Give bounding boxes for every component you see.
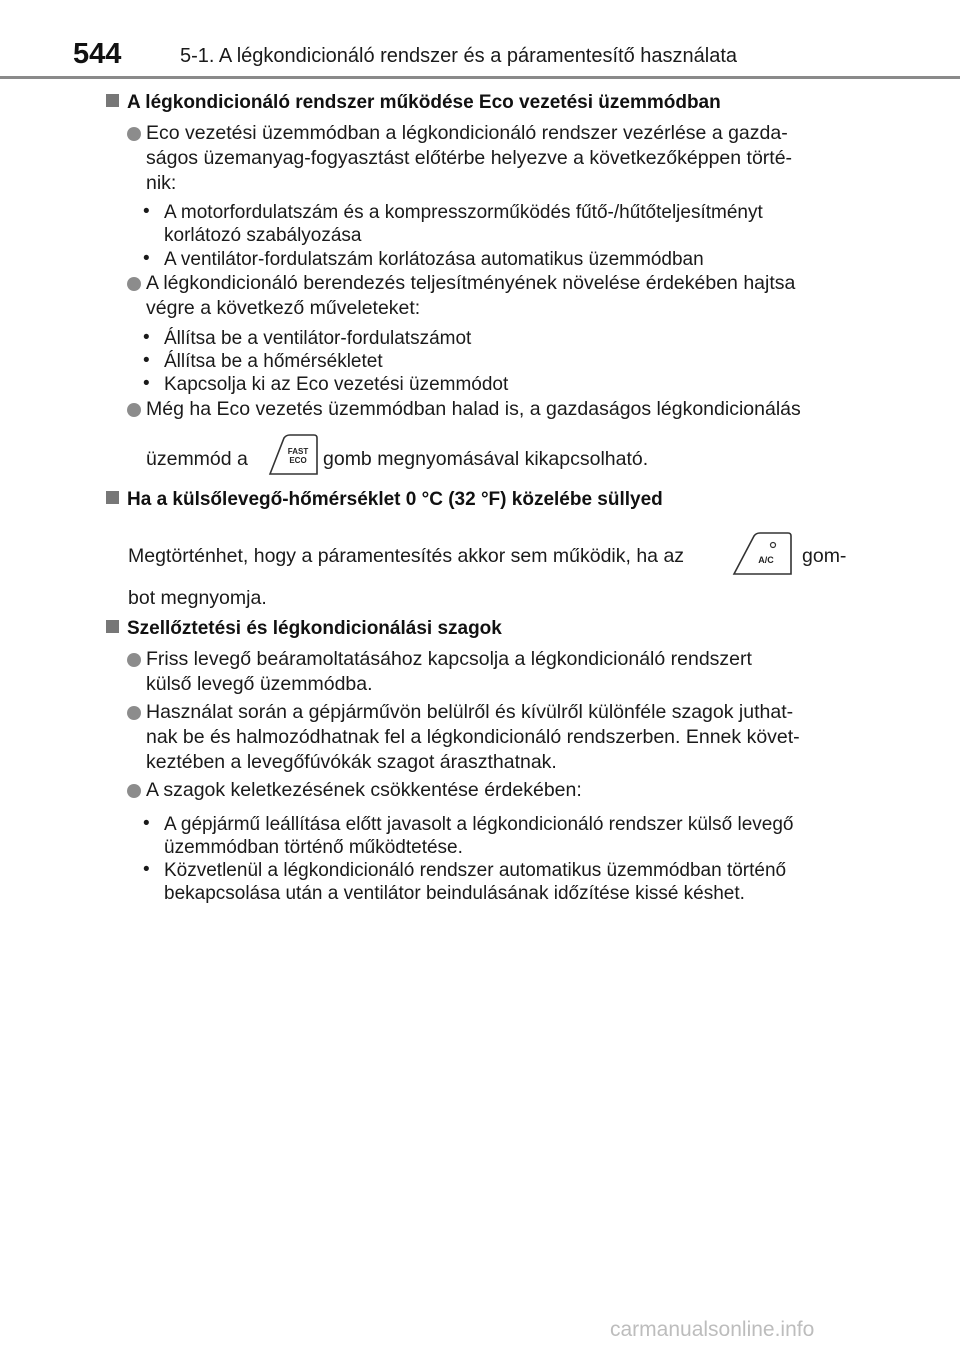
fast-eco-button-icon: [266, 434, 318, 476]
eco-sub5: Kapcsolja ki az Eco vezetési üzemmódot: [164, 374, 509, 395]
odor-item2-line2: nak be és halmozódhatnak fel a légkondicionáló rendszerben. Ennek követ-: [146, 726, 800, 748]
watermark: carmanualsonline.info: [610, 1318, 815, 1341]
cold-text-before: Megtörténhet, hogy a páramentesítés akkor sem működik, ha az: [128, 545, 685, 567]
cold-text-after: gom-: [802, 545, 847, 567]
circle-bullet-icon: [127, 127, 141, 141]
cold-text-line2: bot megnyomja.: [128, 587, 267, 609]
eco-sub2: A ventilátor-fordulatszám korlátozása automatikus üzemmódban: [164, 249, 704, 270]
odor-sub2-line1: Közvetlenül a légkondicionáló rendszer automatikus üzemmódban történő: [164, 860, 787, 881]
odor-item2-line1: Használat során a gépjárművön belülről és kívülről különféle szagok juthat-: [146, 701, 794, 723]
page-number: 544: [73, 38, 122, 70]
odor-item1-line2: külső levegő üzemmódba.: [146, 673, 373, 695]
list-bullet: •: [143, 201, 150, 222]
section-heading-eco-text: A légkondicionáló rendszer működése Eco vezetési üzemmódban: [127, 92, 721, 113]
eco-sub1-line2: korlátozó szabályozása: [164, 225, 362, 246]
odor-sub1-line2: üzemmódban történő működtetése.: [164, 837, 463, 858]
eco-sub1-line1: A motorfordulatszám és a kompresszorműködés fűtő-/hűtőteljesítményt: [164, 202, 763, 223]
fast-eco-label-bottom: ECO: [289, 456, 307, 465]
eco-item3-after: gomb megnyomásával kikapcsolható.: [323, 448, 649, 470]
eco-sub4: Állítsa be a hőmérsékletet: [164, 351, 383, 372]
list-bullet: •: [143, 350, 150, 371]
ac-button-icon: [730, 532, 792, 576]
circle-bullet-icon: [127, 784, 141, 798]
chapter-title: 5-1. A légkondicionáló rendszer és a páramentesítő használata: [180, 45, 738, 67]
odor-item2-line3: keztében a levegőfúvókák szagot áraszthatnak.: [146, 751, 557, 773]
ac-label: A/C: [758, 555, 774, 565]
odor-item1-line1: Friss levegő beáramoltatásához kapcsolja a légkondicionáló rendszert: [146, 648, 752, 670]
odor-sub1-line1: A gépjármű leállítása előtt javasolt a légkondicionáló rendszer külső levegő: [164, 814, 794, 835]
eco-sub3: Állítsa be a ventilátor-fordulatszámot: [164, 328, 472, 349]
circle-bullet-icon: [127, 653, 141, 667]
odor-item3: A szagok keletkezésének csökkentése érdekében:: [146, 779, 582, 801]
square-bullet-icon: [106, 94, 119, 107]
eco-item2-line1: A légkondicionáló berendezés teljesítményének növelése érdekében hajtsa: [146, 272, 796, 294]
eco-item3-before: üzemmód a: [146, 448, 248, 470]
list-bullet: •: [143, 248, 150, 269]
list-bullet: •: [143, 813, 150, 834]
circle-bullet-icon: [127, 403, 141, 417]
fast-eco-label-top: FAST: [287, 447, 309, 456]
header-divider: [0, 76, 960, 79]
square-bullet-icon: [106, 491, 119, 504]
square-bullet-icon: [106, 620, 119, 633]
circle-bullet-icon: [127, 706, 141, 720]
page-header: [0, 0, 960, 80]
list-bullet: •: [143, 373, 150, 394]
section-heading-odor-text: Szellőztetési és légkondicionálási szagok: [127, 618, 502, 639]
section-heading-odor: [106, 618, 502, 640]
eco-item2-line2: végre a következő műveleteket:: [146, 297, 421, 319]
list-bullet: •: [143, 327, 150, 348]
eco-item1-line1: Eco vezetési üzemmódban a légkondicionáló rendszer vezérlése a gazda-: [146, 122, 788, 144]
odor-sub2-line2: bekapcsolása után a ventilátor beindulásának időzítése kissé késhet.: [164, 883, 745, 904]
list-bullet: •: [143, 859, 150, 880]
section-heading-eco: [106, 92, 721, 114]
eco-item1-line3: nik:: [146, 172, 177, 194]
eco-item1-line2: ságos üzemanyag-fogyasztást előtérbe helyezve a következőképpen törté-: [146, 147, 793, 169]
eco-item3-line1: Még ha Eco vezetés üzemmódban halad is, a gazdaságos légkondicionálás: [146, 398, 801, 420]
section-heading-cold-text: Ha a külsőlevegő-hőmérséklet 0 °C (32 °F) közelébe süllyed: [127, 489, 663, 510]
circle-bullet-icon: [127, 277, 141, 291]
section-heading-cold: [106, 489, 663, 511]
